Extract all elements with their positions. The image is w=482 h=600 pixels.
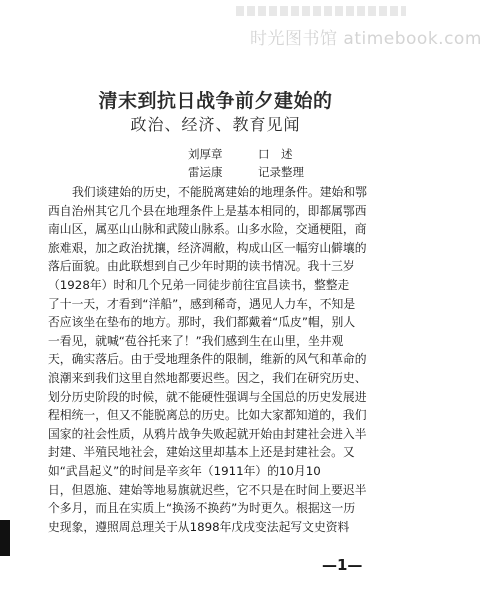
editor-name: 雷运康 bbox=[188, 165, 223, 179]
body-line: 否应该坐在垫布的地方。那时，我们都戴着“瓜皮”帽，别人 bbox=[48, 315, 356, 330]
body-line: 旅难艰，加之政治扰攘，经济凋敝，构成山区一幅穷山僻壤的 bbox=[48, 240, 367, 255]
body-line: 国家的社会性质，从鸦片战争失败起就开始由封建社会进入半 bbox=[48, 426, 367, 441]
narrator-role: 口 述 bbox=[258, 147, 293, 161]
editor-role: 记录整理 bbox=[258, 165, 304, 179]
body-line: 了十一天，才看到“洋船”，感到稀奇，遇见人力车，不知是 bbox=[48, 296, 356, 311]
page-number: —1— bbox=[322, 556, 363, 574]
narrator-name: 刘厚章 bbox=[188, 147, 223, 161]
byline-editor bbox=[188, 164, 304, 180]
body-line: 个多月，而且在实质上“换汤不换药”为时更久。根据这一历 bbox=[48, 501, 356, 516]
article-title: 清末到抗日战争前夕建始的 bbox=[98, 90, 333, 112]
body-line: 天，确实落后。由于受地理条件的限制，维新的风气和革命的 bbox=[48, 352, 367, 367]
body-line: 划分历史阶段的时候，就不能硬性强调与全国总的历史发展进 bbox=[48, 389, 367, 404]
body-line: 程相统一，但又不能脱离总的历史。比如大家都知道的，我们 bbox=[48, 408, 367, 423]
article-subtitle: 政治、经济、教育见闻 bbox=[130, 115, 301, 134]
body-line: 一看见，就喊“苞谷托来了！”我们感到生在山里，坐井观 bbox=[48, 333, 344, 348]
body-line: 落后面貌。由此联想到自己少年时期的读书情况。我十三岁 bbox=[48, 259, 355, 274]
watermark-faint-line bbox=[236, 6, 406, 16]
watermark bbox=[0, 6, 482, 50]
body-line: 封建、半殖民地社会，建始这里却基本上还是封建社会。又 bbox=[48, 445, 355, 460]
body-line: 日，但恩施、建始等地易旗就迟些，它不只是在时间上要迟半 bbox=[48, 482, 367, 497]
body-line: 史现象，遵照周总理关于从1898年戊戌变法起写文史资料 bbox=[48, 519, 350, 534]
body-line: 南山区，属巫山山脉和武陵山脉系。山多水险，交通梗阻，商 bbox=[48, 222, 367, 237]
watermark-text: 时光图书馆 atimebook.com bbox=[250, 29, 482, 49]
body-text bbox=[48, 183, 393, 536]
body-line: （1928年）时和几个兄弟一同徒步前往宜昌读书，整整走 bbox=[48, 277, 350, 292]
scan-edge-mark bbox=[0, 520, 10, 556]
body-line: 如“武昌起义”的时间是辛亥年（1911年）的10月10 bbox=[48, 463, 321, 478]
body-line: 西自治州其它几个县在地理条件上是基本相同的，即都属鄂西 bbox=[48, 203, 367, 218]
body-line: 浪潮来到我们这里自然地都要迟些。因之，我们在研究历史、 bbox=[48, 370, 367, 385]
body-line: 我们谈建始的历史，不能脱离建始的地理条件。建始和鄂 bbox=[72, 185, 367, 199]
byline-narrator bbox=[188, 146, 293, 162]
